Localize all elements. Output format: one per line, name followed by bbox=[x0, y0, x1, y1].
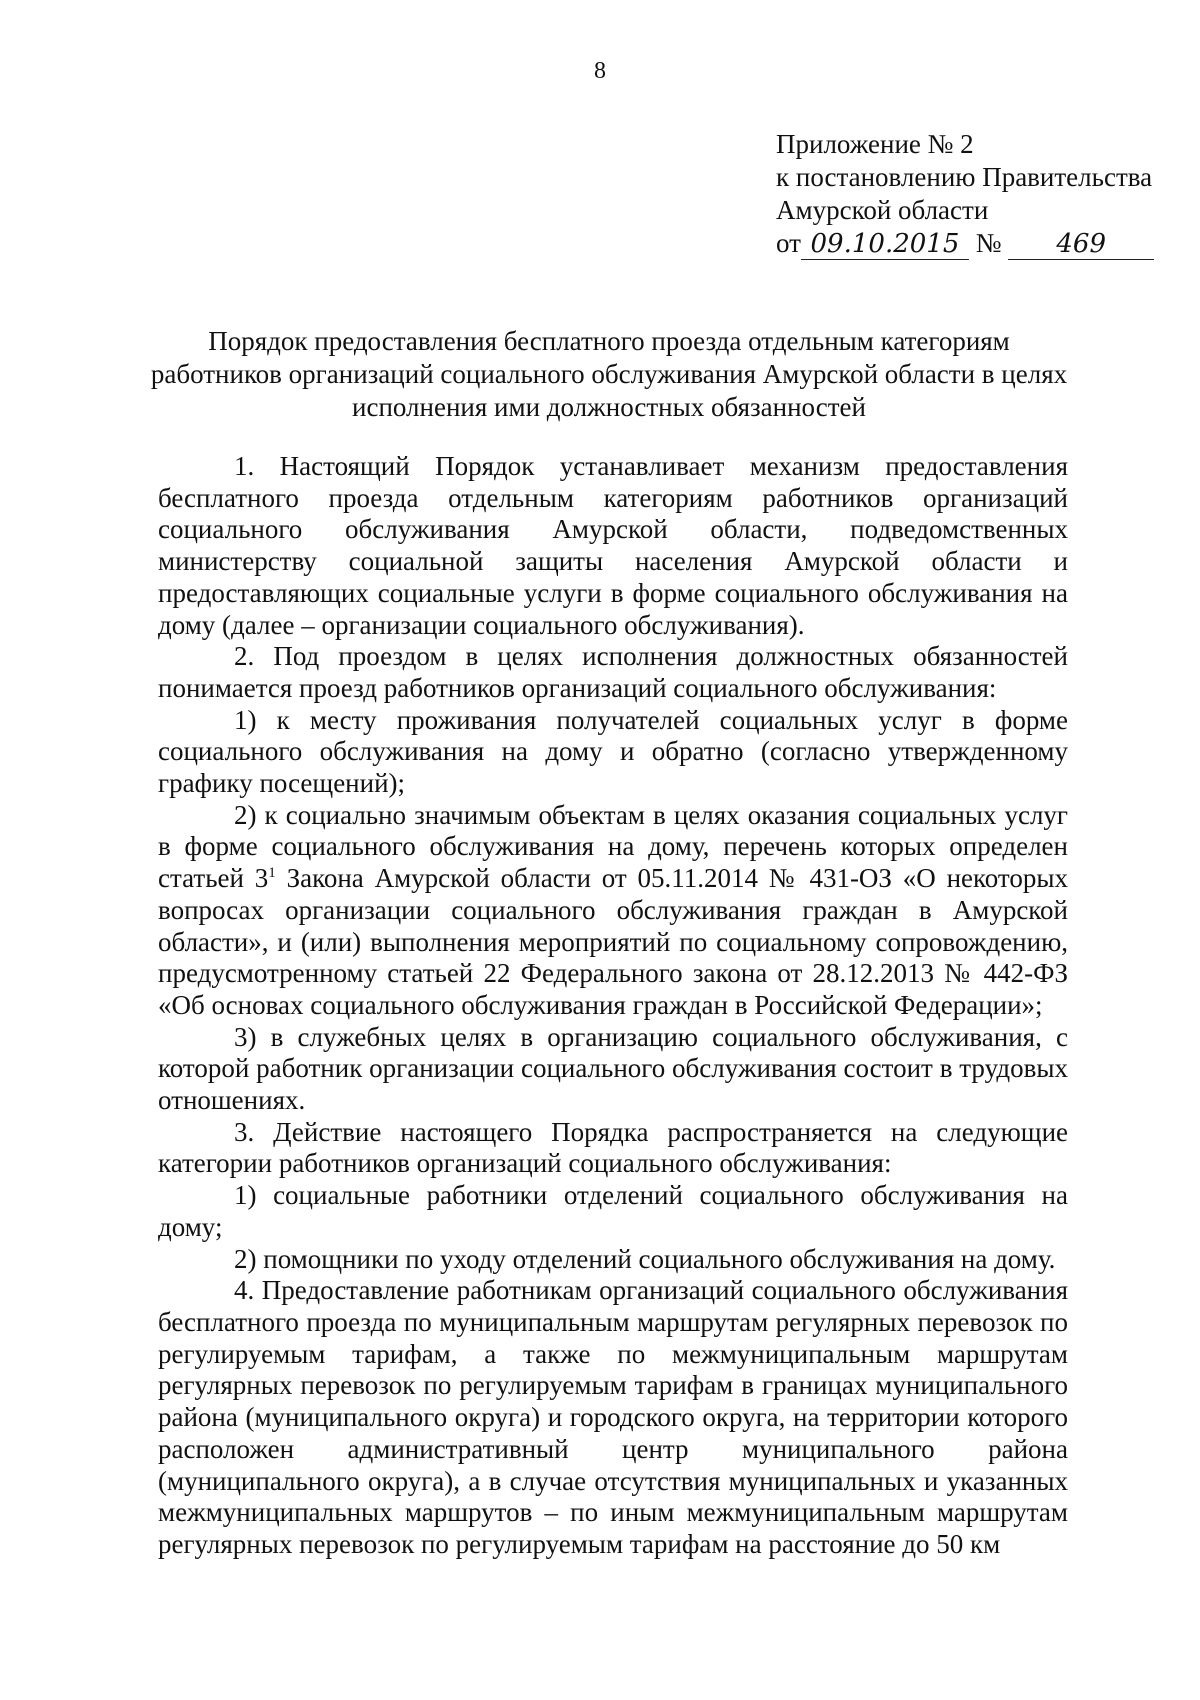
paragraph-1: 1. Настоящий Порядок устанавливает механизм предоставления бесплатного проезда отдельным категориям работников организаций социального обслуживания Амурской области, подведомственных министерству социальной защиты населения Амурской области и предоставляющих социальные услуги в форме социального обслуживания на дому (далее – организации социального обслуживания). bbox=[158, 451, 1068, 640]
number-sign: № bbox=[975, 228, 1002, 258]
paragraph-2-item-2 bbox=[158, 800, 1068, 1022]
paragraph-3-item-1: 1) социальные работники отделений социального обслуживания на дому; bbox=[158, 1180, 1068, 1242]
item-2-text-b: Закона Амурской области от 05.11.2014 № 431-ОЗ «О некоторых вопросах организации социального обслуживания граждан в Амурской области», и (или) выполнения мероприятий по социальному сопровождению, предусмотренному статьей 22 Федерального закона от 28.12.2013 № 442-ФЗ «Об основах социального обслуживания граждан в Российской Федерации»; bbox=[158, 863, 1068, 1020]
title-line-2: работников организаций социального обслуживания Амурской области в целях bbox=[150, 359, 1068, 389]
document-body bbox=[158, 451, 1068, 1561]
title-line-1: Порядок предоставления бесплатного проезда отдельным категориям bbox=[208, 326, 1010, 356]
handwritten-date: 09.10.2015 bbox=[801, 229, 969, 260]
appendix-line-1: Приложение № 2 bbox=[776, 129, 974, 159]
paragraph-2-item-1: 1) к месту проживания получателей социальных услуг в форме социального обслуживания на дому и обратно (согласно утвержденному графику посещений); bbox=[158, 704, 1068, 799]
document-title bbox=[150, 325, 1068, 424]
appendix-line-3: Амурской области bbox=[776, 195, 989, 225]
item-2-superscript: 1 bbox=[268, 865, 276, 882]
appendix-date-line bbox=[776, 227, 1154, 260]
paragraph-2: 2. Под проездом в целях исполнения должностных обязанностей понимается проезд работников организаций социального обслуживания: bbox=[158, 641, 1068, 703]
title-line-3: исполнения ими должностных обязанностей bbox=[352, 392, 866, 422]
page-number: 8 bbox=[594, 58, 606, 84]
appendix-line-2: к постановлению Правительства bbox=[776, 162, 1153, 192]
date-prefix: от bbox=[776, 228, 801, 258]
item-2-text-a: 2) к социально значимым объектам в целях оказания социальных услуг в форме социального обслуживания на дому, перечень которых определен статьей 3 bbox=[158, 799, 1068, 894]
paragraph-3: 3. Действие настоящего Порядка распространяется на следующие категории работников организаций социального обслуживания: bbox=[158, 1116, 1068, 1179]
paragraph-2-item-3: 3) в служебных целях в организацию социального обслуживания, с которой работник организации социального обслуживания состоит в трудовых отношениях. bbox=[158, 1021, 1068, 1116]
paragraph-3-item-2: 2) помощники по уходу отделений социального обслуживания на дому. bbox=[234, 1243, 1056, 1274]
paragraph-4: 4. Предоставление работникам организаций социального обслуживания бесплатного проезда по муниципальным маршрутам регулярных перевозок по регулируемым тарифам, а также по межмуниципальным маршрутам регулярных перевозок по регулируемым тарифам в границах муниципального района (муниципального округа) и городского округа, на территории которого расположен административный центр муниципального района (муниципального округа), а в случае отсутствия муниципальных и указанных межмуниципальных маршрутов – по иным межмуниципальным маршрутам регулярных перевозок по регулируемым тарифам на расстояние до 50 км bbox=[158, 1275, 1068, 1559]
handwritten-number: 469 bbox=[1008, 229, 1154, 260]
appendix-header bbox=[776, 128, 1154, 260]
